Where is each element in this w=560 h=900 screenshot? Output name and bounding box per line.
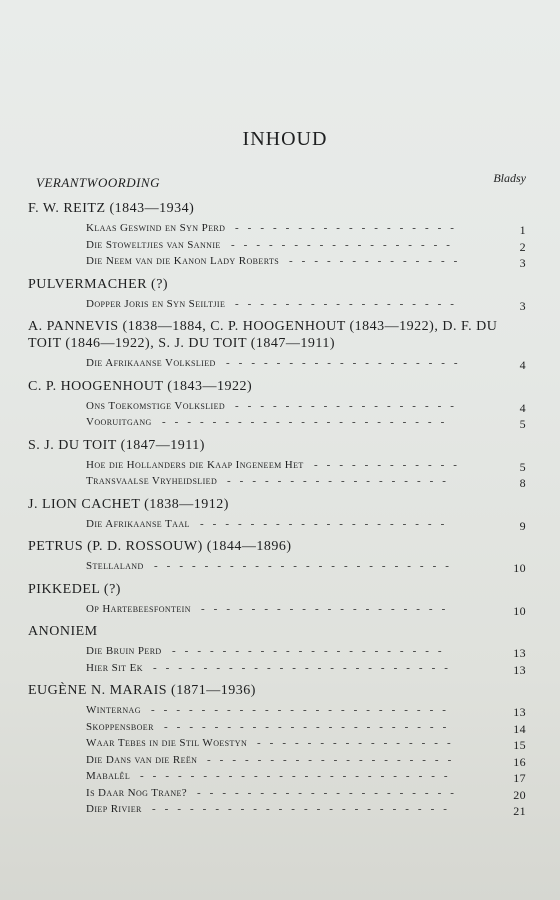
dot-leader: ------------------ xyxy=(235,222,463,234)
entry-title: Hier Sit Ek xyxy=(86,661,143,674)
author-heading: A. PANNEVIS (1838—1884, C. P. HOOGENHOUT (1843—1922), D. F. DU TOIT (1846—1922), S. J. DU TOIT (1847—1911) xyxy=(28,319,498,351)
page-column-label: Bladsy xyxy=(493,171,526,185)
toc-entry[interactable] xyxy=(86,601,526,618)
toc-section xyxy=(0,623,560,676)
page-title: INHOUD xyxy=(242,128,328,150)
page-number: 4 xyxy=(519,358,526,372)
toc-entry[interactable] xyxy=(86,516,526,533)
dot-leader: ------------------------ xyxy=(152,803,456,815)
dot-leader: ------------------ xyxy=(235,297,463,310)
page-number: 5 xyxy=(519,417,526,431)
author-heading: ANONIEM xyxy=(28,624,98,639)
toc-entry[interactable] xyxy=(86,752,526,769)
toc-section xyxy=(0,538,560,575)
author-heading: C. P. HOOGENHOUT (1843—1922) xyxy=(28,378,253,394)
page-number: 17 xyxy=(513,771,526,785)
entry-title: Op Hartebeesfontein xyxy=(86,602,191,615)
acknowledgement-heading: VERANTWOORDING xyxy=(36,175,160,190)
dot-leader: ------------------------ xyxy=(151,704,455,716)
author-heading: PETRUS (P. D. ROSSOUW) (1844—1896) xyxy=(28,539,292,554)
toc-entry[interactable] xyxy=(86,457,526,474)
entry-title: Die Neem van die Kanon Lady Roberts xyxy=(86,255,280,267)
entry-title: Die Afrikaanse Taal xyxy=(86,517,190,530)
page-number: 10 xyxy=(513,561,526,575)
entry-title: Die Stoweltjies van Sannie xyxy=(86,238,221,251)
toc-entry[interactable] xyxy=(86,558,526,575)
dot-leader: ------------ xyxy=(314,458,466,471)
entry-title: Ons Toekomstige Volkslied xyxy=(86,399,226,412)
toc-entry[interactable] xyxy=(86,398,526,415)
author-heading: S. J. DU TOIT (1847—1911) xyxy=(28,437,205,453)
dot-leader: ------------------------ xyxy=(153,661,457,674)
toc-entry[interactable] xyxy=(86,801,526,818)
dot-leader: ------------------------- xyxy=(140,770,457,782)
toc-entry[interactable] xyxy=(86,355,526,372)
toc-entry[interactable] xyxy=(86,768,526,785)
dot-leader: ---------------------- xyxy=(172,645,451,657)
toc-section xyxy=(0,682,560,818)
page-number: 4 xyxy=(519,400,526,415)
page-number: 5 xyxy=(519,459,526,474)
page-number: 13 xyxy=(513,662,526,677)
entry-title: Skoppensboer xyxy=(86,720,154,733)
toc-header xyxy=(36,171,526,192)
dot-leader: -------------------- xyxy=(201,602,455,615)
page-number: 3 xyxy=(519,298,526,313)
entry-title: Waar Tebes in die Stil Woestyn xyxy=(86,737,248,749)
page-number: 13 xyxy=(513,705,526,719)
dot-leader: -------------------- xyxy=(207,753,461,766)
toc-section xyxy=(0,378,560,431)
entry-title: Winternag xyxy=(86,704,141,716)
page-number: 16 xyxy=(513,754,526,769)
toc-entry[interactable] xyxy=(86,473,526,490)
toc-entry[interactable] xyxy=(86,785,526,802)
entry-title: Die Bruin Perd xyxy=(86,645,162,657)
page-number: 2 xyxy=(519,239,526,254)
toc-entry[interactable] xyxy=(86,660,526,677)
entry-title: Is Daar Nog Trane? xyxy=(86,786,188,799)
dot-leader: ------------------ xyxy=(235,399,463,412)
toc-section xyxy=(0,437,560,490)
page-number: 3 xyxy=(519,256,526,270)
dot-leader: -------------------- xyxy=(200,517,454,530)
entry-title: Transvaalse Vryheidslied xyxy=(86,475,218,487)
author-heading: PIKKEDEL (?) xyxy=(28,581,121,597)
toc-entry[interactable] xyxy=(86,414,526,431)
author-heading: F. W. REITZ (1843—1934) xyxy=(28,201,195,216)
dot-leader: ----------------------- xyxy=(164,720,456,733)
toc-section xyxy=(0,276,560,313)
toc-entry[interactable] xyxy=(86,296,526,313)
entry-title: Diep Rivier xyxy=(86,803,142,815)
toc-entry[interactable] xyxy=(86,237,526,254)
toc-entry[interactable] xyxy=(86,643,526,660)
dot-leader: --------------------- xyxy=(197,786,463,799)
dot-leader: ------------------ xyxy=(231,238,459,251)
page-number: 14 xyxy=(513,721,526,736)
toc-entry[interactable] xyxy=(86,253,526,270)
entry-title: Hoe die Hollanders die Kaap Ingeneem Het xyxy=(86,458,304,471)
toc-entry[interactable] xyxy=(86,220,526,237)
entry-title: Stellaland xyxy=(86,560,144,572)
author-heading: PULVERMACHER (?) xyxy=(28,276,169,292)
dot-leader: ------------------ xyxy=(227,475,455,487)
toc-section xyxy=(0,496,560,533)
page-number: 13 xyxy=(513,646,526,660)
dot-leader: ---------------- xyxy=(257,737,460,749)
page-number: 8 xyxy=(519,476,526,490)
entry-title: Klaas Geswind en Syn Perd xyxy=(86,222,226,234)
entry-title: Die Afrikaanse Volkslied xyxy=(86,357,216,369)
page-number: 15 xyxy=(513,738,526,752)
page-number: 10 xyxy=(513,603,526,618)
page-number: 9 xyxy=(519,518,526,533)
entry-title: Mabalêl xyxy=(86,770,131,782)
dot-leader: ------------------------ xyxy=(154,560,458,572)
entry-title: Dopper Joris en Syn Seiltjie xyxy=(86,297,226,310)
dot-leader: ----------------------- xyxy=(162,416,454,428)
dot-leader: -------------- xyxy=(289,255,467,267)
toc-section xyxy=(0,318,560,372)
toc-entry[interactable] xyxy=(86,719,526,736)
entry-title: Vooruitgang xyxy=(86,416,152,428)
table-of-contents xyxy=(0,200,560,818)
toc-entry[interactable] xyxy=(86,702,526,719)
toc-section xyxy=(0,200,560,270)
dot-leader: ------------------- xyxy=(226,357,467,369)
toc-section xyxy=(0,581,560,618)
author-heading: J. LION CACHET (1838—1912) xyxy=(28,496,229,512)
page-number: 20 xyxy=(513,787,526,802)
page-number: 1 xyxy=(519,223,526,237)
author-heading: EUGÈNE N. MARAIS (1871—1936) xyxy=(28,683,256,698)
toc-entry[interactable] xyxy=(86,735,526,752)
page-number: 21 xyxy=(513,804,526,818)
entry-title: Die Dans van die Reën xyxy=(86,753,198,766)
